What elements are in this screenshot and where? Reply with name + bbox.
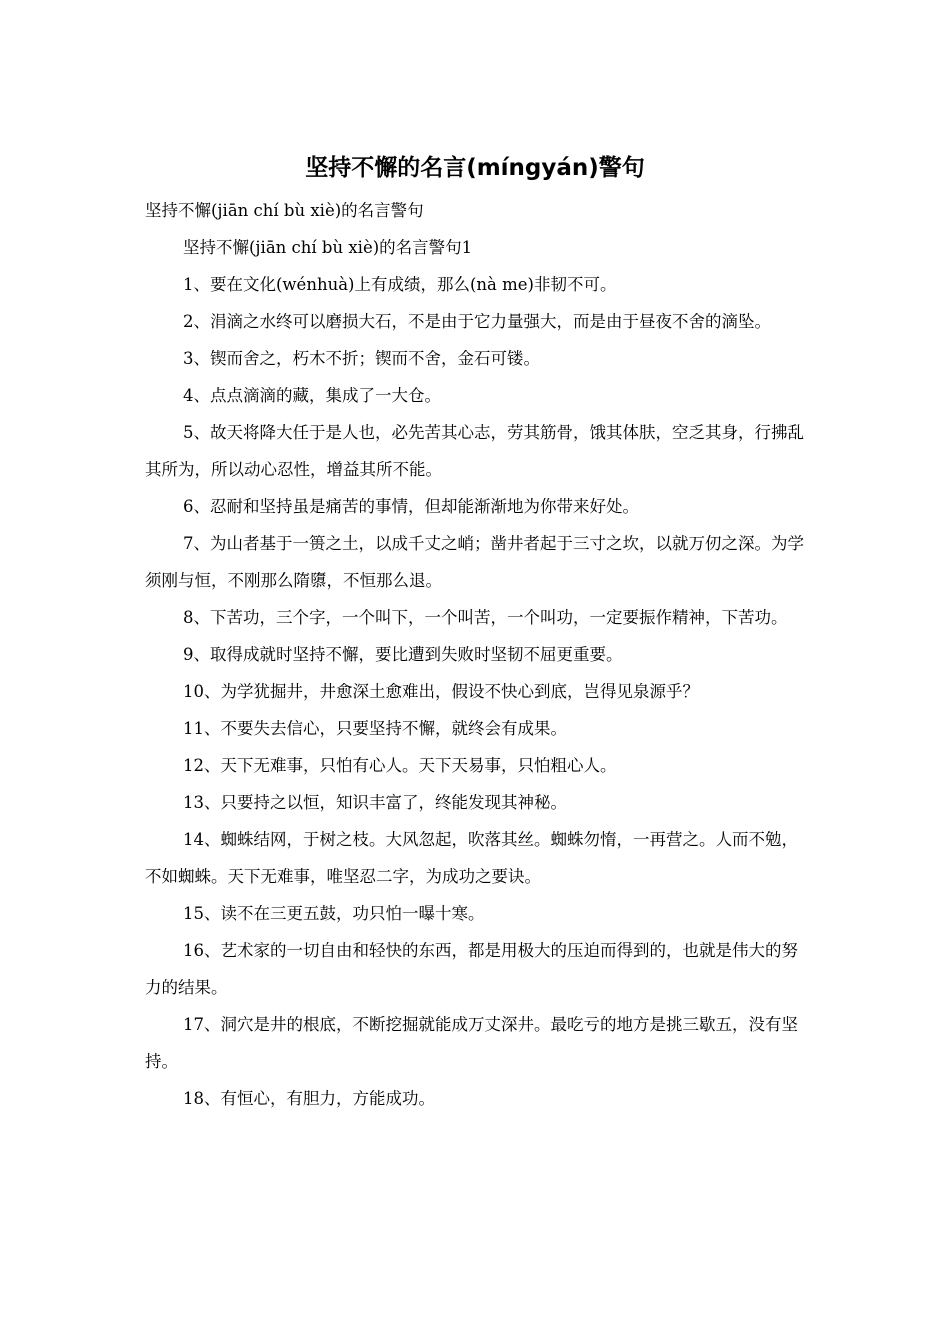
quote-item: 9、取得成就时坚持不懈，要比遭到失败时坚韧不屈更重要。 bbox=[183, 645, 623, 664]
quote-item: 5、故天将降大任于是人也，必先苦其心志，劳其筋骨，饿其体肤，空乏其身，行拂乱其所为，所以动心忍性，增益其所不能。 bbox=[145, 423, 804, 479]
quote-item: 3、锲而舍之，朽木不折；锲而不舍，金石可镂。 bbox=[183, 349, 540, 368]
quote-item: 6、忍耐和坚持虽是痛苦的事情，但却能渐渐地为你带来好处。 bbox=[183, 497, 639, 516]
quote-item: 13、只要持之以恒，知识丰富了，终能发现其神秘。 bbox=[183, 793, 567, 812]
quote-item: 18、有恒心，有胆力，方能成功。 bbox=[183, 1089, 435, 1108]
quote-item: 15、读不在三更五鼓，功只怕一曝十寒。 bbox=[183, 904, 485, 923]
document-body bbox=[145, 192, 809, 1117]
quote-item: 10、为学犹掘井，井愈深土愈难出，假设不快心到底，岂得见泉源乎？ bbox=[183, 682, 699, 701]
document-title: 坚持不懈的名言(míngyán)警句 bbox=[305, 155, 645, 181]
document-subtitle: 坚持不懈(jiān chí bù xiè)的名言警句 bbox=[145, 201, 424, 220]
quote-item: 12、天下无难事，只怕有心人。天下天易事，只怕粗心人。 bbox=[183, 756, 617, 775]
quote-item: 16、艺术家的一切自由和轻快的东西，都是用极大的压迫而得到的，也就是伟大的努力的结果。 bbox=[145, 941, 798, 997]
quote-item: 1、要在文化(wénhuà)上有成绩，那么(nà me)非韧不可。 bbox=[183, 275, 617, 294]
quote-item: 4、点点滴滴的藏，集成了一大仓。 bbox=[183, 386, 441, 405]
quote-item: 8、下苦功，三个字，一个叫下，一个叫苦，一个叫功，一定要振作精神，下苦功。 bbox=[183, 608, 788, 627]
section-heading: 坚持不懈(jiān chí bù xiè)的名言警句1 bbox=[183, 238, 473, 257]
quote-item: 14、蜘蛛结网，于树之枝。大风忽起，吹落其丝。蜘蛛勿惰，一再营之。人而不勉，不如蜘蛛。天下无难事，唯坚忍二字，为成功之要诀。 bbox=[145, 830, 798, 886]
quote-item: 11、不要失去信心，只要坚持不懈，就终会有成果。 bbox=[183, 719, 567, 738]
quote-item: 7、为山者基于一篑之土，以成千丈之峭；凿井者起于三寸之坎，以就万仞之深。为学须刚与恒，不刚那么隋隳，不恒那么退。 bbox=[145, 534, 804, 590]
quote-item: 2、涓滴之水终可以磨损大石，不是由于它力量强大，而是由于昼夜不舍的滴坠。 bbox=[183, 312, 771, 331]
quote-item: 17、洞穴是井的根底，不断挖掘就能成万丈深井。最吃亏的地方是挑三歇五，没有坚持。 bbox=[145, 1015, 798, 1071]
